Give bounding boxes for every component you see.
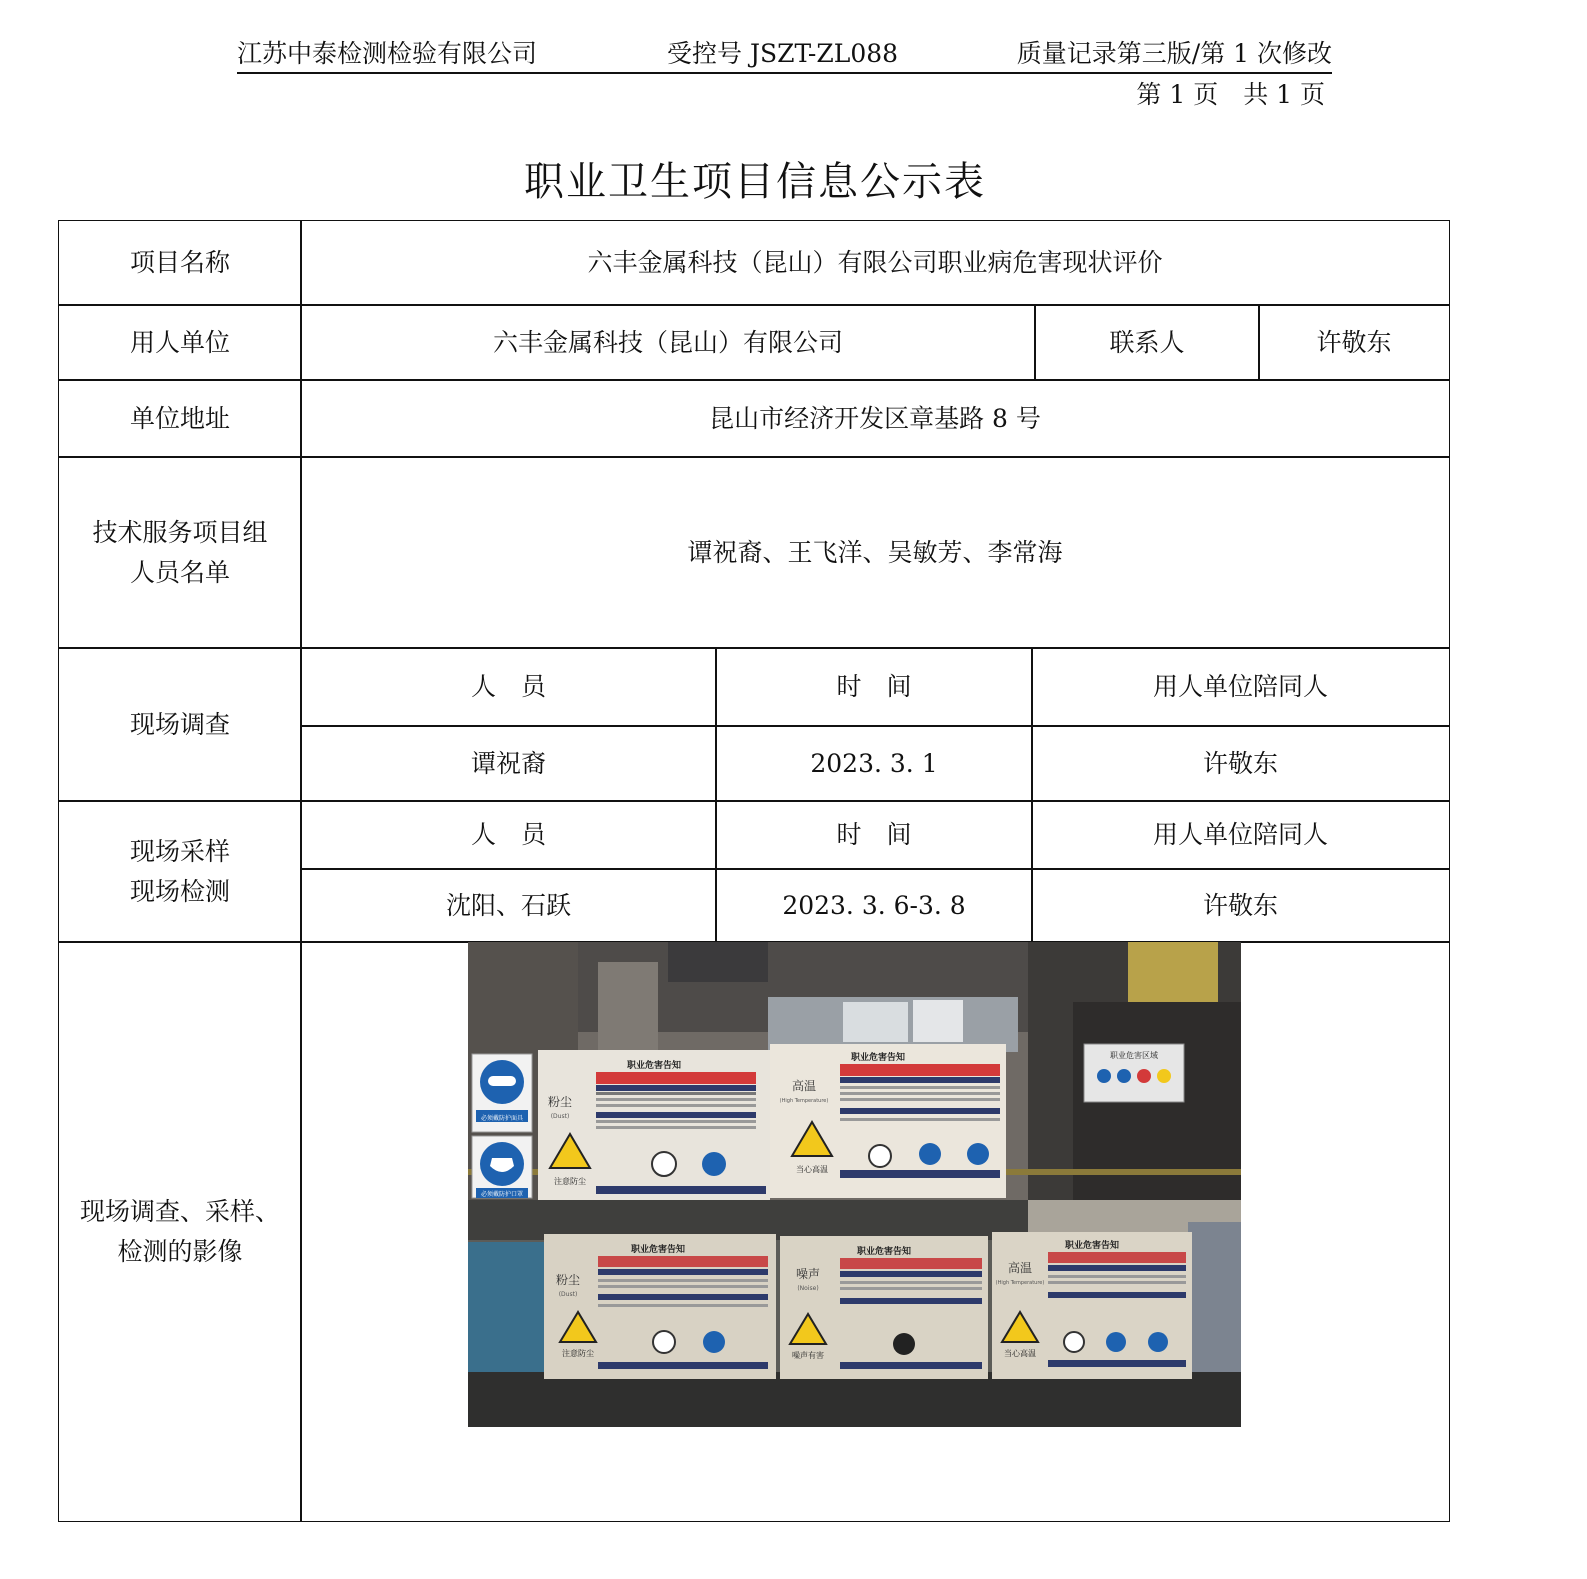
hazard-sign-noise-bottom <box>780 1236 988 1379</box>
hazard-name: 噪声 <box>795 1267 821 1281</box>
area-sign <box>1084 1044 1184 1102</box>
hazard-warning: 注意防尘 <box>562 1349 594 1358</box>
side-sign-goggles <box>472 1054 532 1132</box>
hazard-warning: 当心高温 <box>796 1165 828 1174</box>
hazard-name: 粉尘 <box>547 1095 573 1109</box>
fan-icon <box>652 1152 676 1176</box>
document-header <box>237 32 1332 74</box>
sampling-label-line1: 现场采样 <box>129 836 230 866</box>
hazard-name-en: (High Temperature) <box>995 1280 1045 1286</box>
ppe-icon <box>1106 1332 1126 1352</box>
sampling-col-escort: 用人单位陪同人 <box>1031 800 1450 870</box>
images-label <box>58 941 302 1522</box>
hazard-sign-dust-bottom <box>544 1234 776 1379</box>
employer-value: 六丰金属科技（昆山）有限公司 <box>300 304 1036 381</box>
hazard-name: 粉尘 <box>555 1273 581 1287</box>
project-name-label: 项目名称 <box>58 220 302 306</box>
side-sign-text2: 必须戴防护口罩 <box>480 1191 524 1198</box>
hazard-sign-title: 职业危害告知 <box>630 1245 686 1255</box>
survey-escort: 许敬东 <box>1031 725 1450 802</box>
area-sign-text: 职业危害区域 <box>1110 1051 1158 1060</box>
survey-col-escort: 用人单位陪同人 <box>1031 647 1450 727</box>
gloves-icon <box>1148 1332 1168 1352</box>
hazard-sign-title: 职业危害告知 <box>1064 1241 1120 1251</box>
images-label-line1: 现场调查、采样、 <box>79 1196 280 1226</box>
hazard-name: 高温 <box>791 1079 817 1093</box>
project-name-value: 六丰金属科技（昆山）有限公司职业病危害现状评价 <box>300 220 1450 306</box>
hazard-name-en: (High Temperature) <box>779 1098 829 1104</box>
team-members: 谭祝裔、王飞洋、吴敏芳、李常海 <box>300 456 1450 649</box>
page-info: 第 1 页 共 1 页 <box>1136 80 1325 109</box>
address-label: 单位地址 <box>58 379 302 458</box>
side-sign-mask <box>472 1136 532 1198</box>
hazard-sign-title: 职业危害告知 <box>850 1053 906 1063</box>
contact-label: 联系人 <box>1034 304 1260 381</box>
hazard-name-en: (Dust) <box>550 1113 570 1120</box>
ppe-icon <box>919 1143 941 1165</box>
survey-col-personnel: 人 员 <box>300 647 717 727</box>
mask-icon <box>703 1331 725 1353</box>
employer-label: 用人单位 <box>58 304 302 381</box>
fan-icon <box>653 1331 675 1353</box>
hazard-sign-title: 职业危害告知 <box>856 1247 912 1257</box>
company-name: 江苏中泰检测检验有限公司 <box>237 39 538 68</box>
sampling-personnel: 沈阳、石跃 <box>300 868 717 943</box>
fan-icon <box>1064 1332 1084 1352</box>
hazard-name-en: (Noise) <box>797 1285 819 1292</box>
sampling-label <box>58 800 302 943</box>
earmuff-icon <box>893 1333 915 1355</box>
contact-value: 许敬东 <box>1258 304 1450 381</box>
hazard-name: 高温 <box>1007 1261 1033 1275</box>
hazard-warning: 注意防尘 <box>554 1177 586 1186</box>
sampling-col-personnel: 人 员 <box>300 800 717 870</box>
record-version: 质量记录第三版/第 1 次修改 <box>1016 39 1332 68</box>
sampling-time: 2023. 3. 6-3. 8 <box>715 868 1033 943</box>
mask-icon <box>702 1152 726 1176</box>
page-title: 职业卫生项目信息公示表 <box>524 159 986 205</box>
sampling-col-time: 时 间 <box>715 800 1033 870</box>
site-photo <box>468 942 1241 1427</box>
survey-time: 2023. 3. 1 <box>715 725 1033 802</box>
team-label-line2: 人员名单 <box>129 557 230 587</box>
survey-col-time: 时 间 <box>715 647 1033 727</box>
hazard-warning: 当心高温 <box>1004 1349 1036 1358</box>
address-value: 昆山市经济开发区章基路 8 号 <box>300 379 1450 458</box>
fan-icon <box>869 1145 891 1167</box>
hazard-sign-dust-top <box>538 1050 770 1200</box>
gloves-icon <box>967 1143 989 1165</box>
side-sign-text: 必须戴防护面具 <box>480 1115 524 1122</box>
hazard-sign-heat-bottom <box>992 1232 1192 1379</box>
team-label-line1: 技术服务项目组 <box>92 517 268 547</box>
images-label-line2: 检测的影像 <box>117 1236 243 1266</box>
survey-personnel: 谭祝裔 <box>300 725 717 802</box>
hazard-warning: 噪声有害 <box>792 1351 824 1360</box>
hazard-sign-heat-top <box>770 1044 1006 1198</box>
hazard-sign-title: 职业危害告知 <box>626 1061 682 1071</box>
survey-label: 现场调查 <box>58 647 302 802</box>
sampling-label-line2: 现场检测 <box>129 876 230 906</box>
team-label <box>58 456 302 649</box>
hazard-name-en: (Dust) <box>558 1291 578 1298</box>
control-number: 受控号 JSZT-ZL088 <box>667 39 899 68</box>
sampling-escort: 许敬东 <box>1031 868 1450 943</box>
